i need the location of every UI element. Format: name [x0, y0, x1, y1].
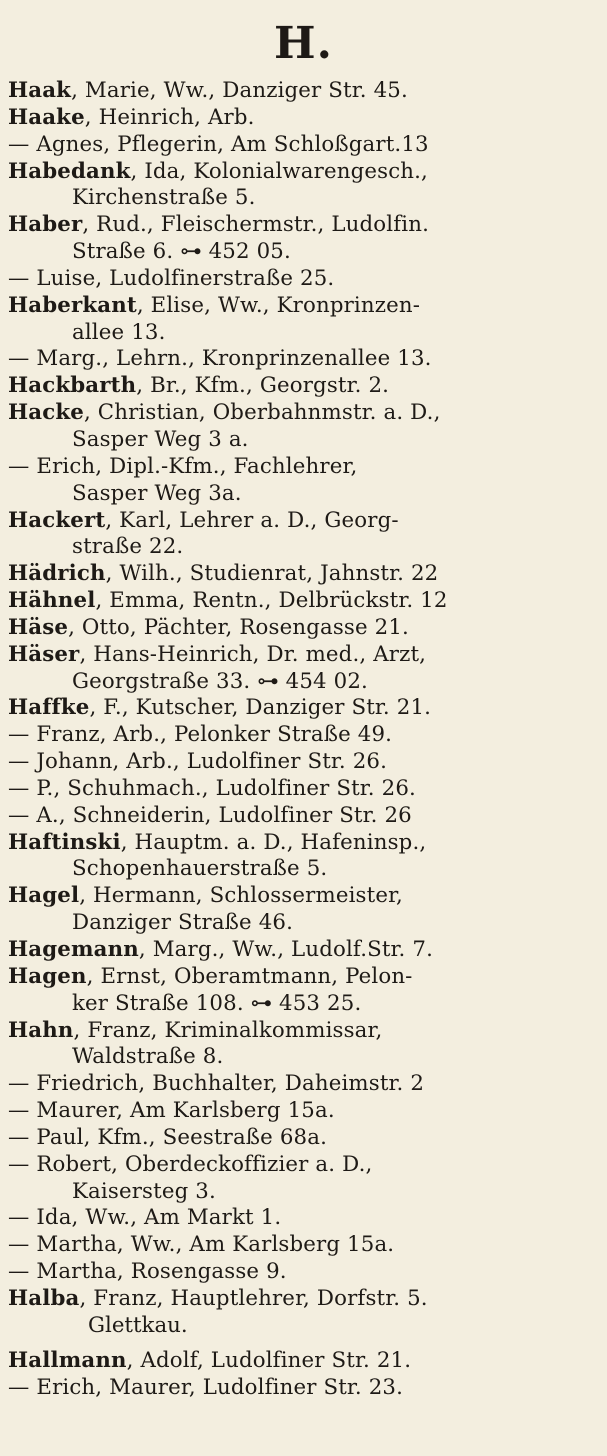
- entry-details: , Hauptm. a. D., Hafeninsp.,: [120, 829, 427, 855]
- directory-entry: [8, 212, 599, 266]
- directory-entry: [8, 293, 599, 347]
- entry-details: , Hermann, Schlossermeister,: [79, 883, 403, 909]
- directory-entry: [8, 454, 599, 508]
- entry-first-line: [8, 293, 599, 320]
- entry-first-line: [8, 1152, 599, 1179]
- directory-entries: [8, 78, 599, 1313]
- entry-surname: Haak: [8, 78, 72, 103]
- directory-entry: [8, 508, 599, 562]
- entry-first-line: [8, 588, 599, 615]
- entry-continuation-line: Straße 6. ⊶ 452 05.: [72, 239, 291, 265]
- entry-first-line: [8, 373, 599, 400]
- entry-details: — Marg., Lehrn., Kronprinzenallee 13.: [8, 346, 432, 372]
- directory-entry: [8, 588, 599, 615]
- entry-details: , Otto, Pächter, Rosengasse 21.: [68, 614, 409, 640]
- entry-details: , Franz, Hauptlehrer, Dorfstr. 5.: [79, 1285, 428, 1311]
- entry-details: , Elise, Ww., Kronprinzen-: [136, 292, 421, 318]
- directory-entry: [8, 937, 599, 964]
- entry-details: — Friedrich, Buchhalter, Daheimstr. 2: [8, 1071, 425, 1097]
- entry-surname: Haake: [8, 104, 85, 130]
- entry-continuation-line: Schopenhauerstraße 5.: [72, 856, 328, 882]
- entry-details: — Luise, Ludolfinerstraße 25.: [8, 265, 335, 291]
- entry-first-line: [8, 561, 599, 588]
- directory-entry: [8, 266, 599, 293]
- entry-first-line: [8, 776, 599, 803]
- entry-first-line: [8, 78, 599, 105]
- directory-entry: [8, 1125, 599, 1152]
- directory-entries-after: [8, 1348, 599, 1402]
- entry-details: , Wilh., Studienrat, Jahnstr. 22: [105, 561, 439, 587]
- entry-details: — Erich, Dipl.-Kfm., Fachlehrer,: [8, 453, 358, 479]
- entry-details: , Karl, Lehrer a. D., Georg-: [105, 507, 399, 533]
- directory-entry: [8, 78, 599, 105]
- entry-continuation-line: Sasper Weg 3 a.: [72, 426, 249, 452]
- entry-continuation-line: ker Straße 108. ⊶ 453 25.: [72, 990, 362, 1016]
- entry-continuation-line: Kaisersteg 3.: [72, 1178, 216, 1204]
- entry-first-line: [8, 454, 599, 481]
- entry-details: , F., Kutscher, Danziger Str. 21.: [89, 695, 432, 721]
- directory-entry: [8, 159, 599, 213]
- entry-first-line: [8, 830, 599, 857]
- entry-surname: Hacke: [8, 400, 84, 426]
- entry-details: — Paul, Kfm., Seestraße 68a.: [8, 1124, 328, 1150]
- entry-continuation-line: allee 13.: [72, 319, 166, 345]
- entry-details: , Ida, Kolonialwarengesch.,: [130, 158, 428, 184]
- directory-entry: [8, 695, 599, 722]
- entry-details: , Franz, Kriminalkommissar,: [73, 1017, 383, 1043]
- directory-entry: [8, 400, 599, 454]
- entry-first-line: [8, 1232, 599, 1259]
- entry-first-line: [8, 105, 599, 132]
- directory-entry: [8, 1375, 599, 1402]
- entry-details: — Franz, Arb., Pelonker Straße 49.: [8, 722, 393, 748]
- entry-first-line: [8, 695, 599, 722]
- directory-entry: [8, 1205, 599, 1232]
- entry-first-line: [8, 1071, 599, 1098]
- entry-first-line: [8, 132, 599, 159]
- directory-entry: [8, 1348, 599, 1375]
- entry-first-line: [8, 937, 599, 964]
- entry-first-line: [8, 1018, 599, 1045]
- entry-first-line: [8, 159, 599, 186]
- entry-first-line: [8, 1286, 599, 1313]
- directory-entry: [8, 1286, 599, 1313]
- entry-first-line: [8, 266, 599, 293]
- entry-surname: Häser: [8, 641, 80, 667]
- entry-surname: Hackbarth: [8, 373, 137, 399]
- entry-first-line: [8, 883, 599, 910]
- directory-entry: [8, 642, 599, 696]
- entry-first-line: [8, 803, 599, 830]
- entry-details: — Johann, Arb., Ludolfiner Str. 26.: [8, 749, 388, 775]
- directory-entry: [8, 373, 599, 400]
- directory-entry: [8, 561, 599, 588]
- entry-details: , Adolf, Ludolfiner Str. 21.: [126, 1347, 412, 1373]
- entry-surname: Haffke: [8, 695, 90, 721]
- directory-entry: [8, 132, 599, 159]
- entry-details: — Agnes, Pflegerin, Am Schloßgart.13: [8, 131, 429, 157]
- entry-details: — Martha, Rosengasse 9.: [8, 1259, 287, 1285]
- directory-entry: [8, 722, 599, 749]
- entry-details: , Marg., Ww., Ludolf.Str. 7.: [138, 937, 434, 962]
- entry-first-line: [8, 1125, 599, 1152]
- entry-details: , Marie, Ww., Danziger Str. 45.: [71, 78, 408, 103]
- entry-details: — Maurer, Am Karlsberg 15a.: [8, 1098, 335, 1124]
- entry-first-line: [8, 212, 599, 239]
- section-letter-heading: H.: [274, 18, 333, 69]
- entry-surname: Hagemann: [8, 937, 139, 962]
- entry-surname: Haber: [8, 212, 83, 238]
- directory-entry: [8, 346, 599, 373]
- entry-surname: Haftinski: [8, 829, 121, 855]
- entry-first-line: [8, 1375, 599, 1402]
- entry-surname: Habedank: [8, 158, 131, 184]
- entry-continuation-line: Waldstraße 8.: [72, 1044, 224, 1070]
- entry-details: — P., Schuhmach., Ludolfiner Str. 26.: [8, 775, 416, 801]
- entry-first-line: [8, 642, 599, 669]
- entry-surname: Hähnel: [8, 588, 96, 614]
- entry-details: , Hans-Heinrich, Dr. med., Arzt,: [79, 641, 427, 667]
- directory-entry: [8, 1259, 599, 1286]
- entry-surname: Hahn: [8, 1017, 74, 1043]
- entry-first-line: [8, 1259, 599, 1286]
- entry-first-line: [8, 1348, 599, 1375]
- directory-entry: [8, 776, 599, 803]
- entry-continuation-line: Kirchenstraße 5.: [72, 185, 256, 211]
- entry-surname: Hagel: [8, 883, 80, 909]
- entry-surname: Halba: [8, 1285, 80, 1311]
- entry-details: , Br., Kfm., Georgstr. 2.: [136, 373, 390, 399]
- entry-details: , Christian, Oberbahnmstr. a. D.,: [83, 400, 441, 426]
- entry-continuation-line: Georgstraße 33. ⊶ 454 02.: [72, 668, 368, 694]
- entry-first-line: [8, 615, 599, 642]
- entry-details: , Emma, Rentn., Delbrückstr. 12: [95, 588, 448, 614]
- directory-entry: [8, 1098, 599, 1125]
- entry-first-line: [8, 749, 599, 776]
- entry-first-line: [8, 722, 599, 749]
- directory-entry: [8, 1152, 599, 1206]
- entry-first-line: [8, 508, 599, 535]
- entry-details: — Erich, Maurer, Ludolfiner Str. 23.: [8, 1374, 404, 1400]
- entry-first-line: [8, 1205, 599, 1232]
- directory-entry: [8, 883, 599, 937]
- entry-first-line: [8, 400, 599, 427]
- directory-entry: [8, 105, 599, 132]
- entry-surname: Haberkant: [8, 292, 137, 318]
- directory-entry: [8, 1071, 599, 1098]
- entry-continuation-line: straße 22.: [72, 534, 184, 560]
- entry-details: — Robert, Oberdeckoffizier a. D.,: [8, 1151, 373, 1177]
- entry-continuation-line: Danziger Straße 46.: [72, 910, 294, 936]
- directory-entry: [8, 749, 599, 776]
- entry-details: — Ida, Ww., Am Markt 1.: [8, 1205, 282, 1231]
- entry-surname: Hädrich: [8, 561, 106, 587]
- directory-entry: [8, 615, 599, 642]
- directory-entry: [8, 1018, 599, 1072]
- entry-details: — A., Schneiderin, Ludolfiner Str. 26: [8, 802, 412, 828]
- entry-first-line: [8, 1098, 599, 1125]
- entry-first-line: [8, 964, 599, 991]
- entry-details: , Heinrich, Arb.: [84, 104, 255, 130]
- entry-surname: Hackert: [8, 507, 106, 533]
- entry-surname: Häse: [8, 614, 69, 640]
- entry-details: — Martha, Ww., Am Karlsberg 15a.: [8, 1232, 395, 1258]
- locality-subheading: Glettkau.: [88, 1312, 188, 1338]
- entry-first-line: [8, 346, 599, 373]
- entry-details: , Ernst, Oberamtmann, Pelon-: [86, 963, 413, 989]
- entry-surname: Hallmann: [8, 1347, 127, 1373]
- entry-surname: Hagen: [8, 963, 87, 989]
- directory-entry: [8, 964, 599, 1018]
- entry-continuation-line: Sasper Weg 3a.: [72, 480, 242, 506]
- directory-entry: [8, 803, 599, 830]
- directory-entry: [8, 830, 599, 884]
- entry-details: , Rud., Fleischermstr., Ludolfin.: [82, 212, 430, 238]
- directory-entry: [8, 1232, 599, 1259]
